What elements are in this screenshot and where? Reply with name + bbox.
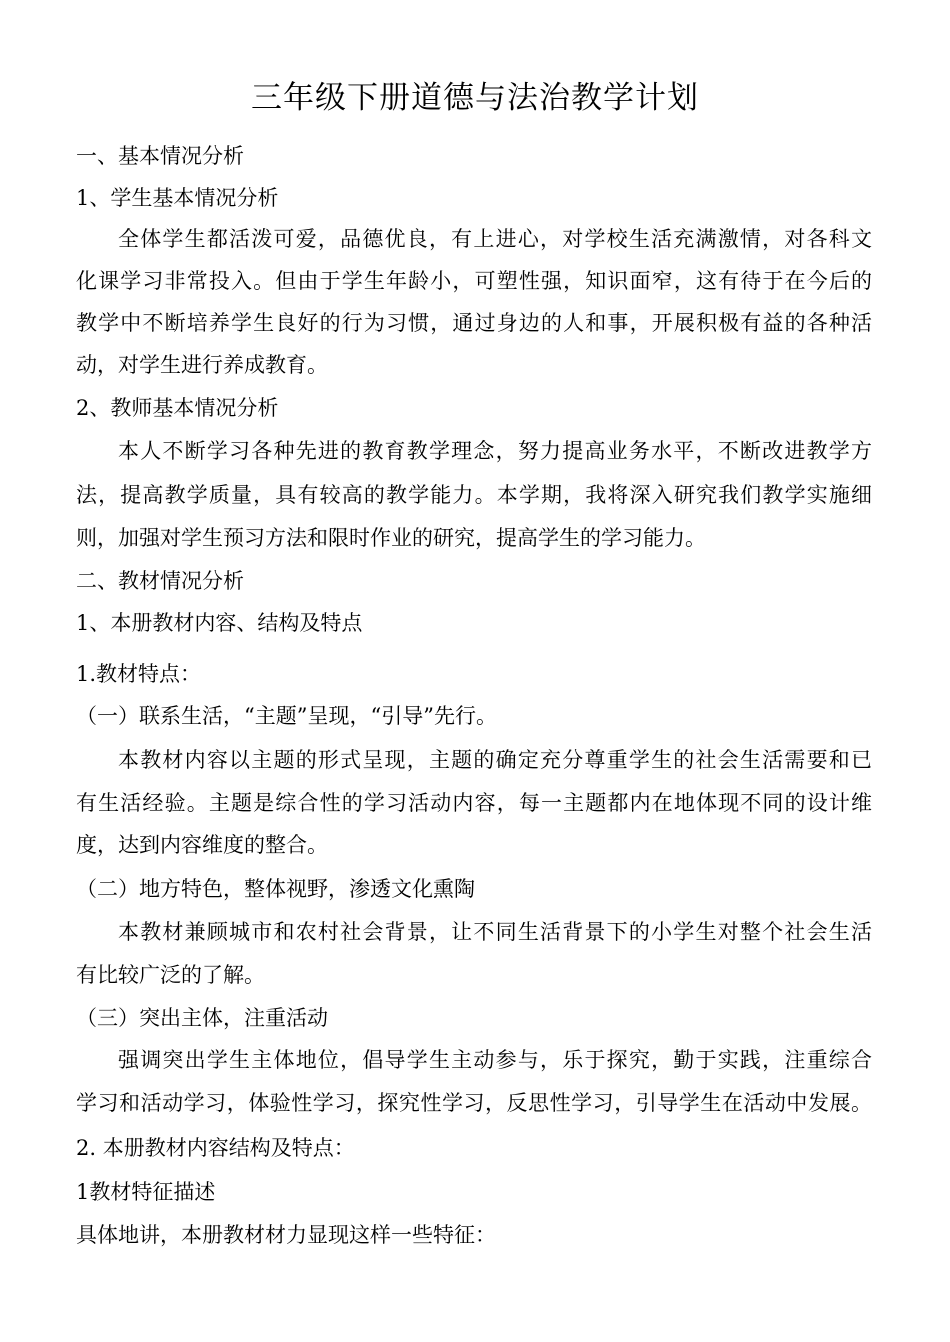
- feature-heading-2: （二）地方特色，整体视野，渗透文化熏陶: [76, 877, 475, 901]
- subsection-heading-students: 1、学生基本情况分析: [76, 186, 279, 210]
- paragraph-line: 全体学生都活泼可爱，品德优良，有上进心，对学校生活充满激情，对各科文: [118, 227, 872, 251]
- feature-heading-3: （三）突出主体，注重活动: [76, 1006, 328, 1030]
- feature-heading-1: （一）联系生活，“主题”呈现，“引导”先行。: [76, 704, 497, 728]
- paragraph-line: 强调突出学生主体地位，倡导学生主动参与，乐于探究，勤于实践，注重综合: [118, 1048, 872, 1072]
- paragraph-line: 有比较广泛的了解。: [76, 963, 265, 987]
- paragraph-line: 有生活经验。主题是综合性的学习活动内容，每一主题都内在地体现不同的设计维: [76, 791, 872, 815]
- paragraph-line: 则，加强对学生预习方法和限时作业的研究，提高学生的学习能力。: [76, 526, 706, 550]
- subsection-heading-textbook-content: 1、本册教材内容、结构及特点: [76, 611, 363, 635]
- item-heading-textbook-features: 1.教材特点：: [76, 662, 202, 686]
- item-heading-content-structure: 2. 本册教材内容结构及特点：: [76, 1136, 355, 1160]
- document-title: 三年级下册道德与法治教学计划: [251, 80, 699, 116]
- section-heading-textbook-analysis: 二、教材情况分析: [76, 569, 244, 593]
- subsection-heading-teacher: 2、教师基本情况分析: [76, 396, 279, 420]
- paragraph-line: 学习和活动学习，体验性学习，探究性学习，反思性学习，引导学生在活动中发展。: [76, 1091, 872, 1115]
- paragraph-line: 教学中不断培养学生良好的行为习惯，通过身边的人和事，开展积极有益的各种活: [76, 311, 872, 335]
- item-heading-feature-description: 1教材特征描述: [76, 1180, 216, 1204]
- paragraph-line: 本教材兼顾城市和农村社会背景，让不同生活背景下的小学生对整个社会生活: [118, 920, 872, 944]
- paragraph-line: 具体地讲，本册教材材力显现这样一些特征：: [76, 1223, 496, 1247]
- section-heading-basic-analysis: 一、基本情况分析: [76, 144, 244, 168]
- paragraph-line: 本教材内容以主题的形式呈现，主题的确定充分尊重学生的社会生活需要和已: [118, 748, 872, 772]
- paragraph-line: 度，达到内容维度的整合。: [76, 833, 328, 857]
- paragraph-line: 法，提高教学质量，具有较高的教学能力。本学期，我将深入研究我们教学实施细: [76, 483, 872, 507]
- paragraph-line: 动，对学生进行养成教育。: [76, 353, 328, 377]
- paragraph-line: 本人不断学习各种先进的教育教学理念，努力提高业务水平，不断改进教学方: [118, 439, 872, 463]
- paragraph-line: 化课学习非常投入。但由于学生年龄小，可塑性强，知识面窄，这有待于在今后的: [76, 269, 872, 293]
